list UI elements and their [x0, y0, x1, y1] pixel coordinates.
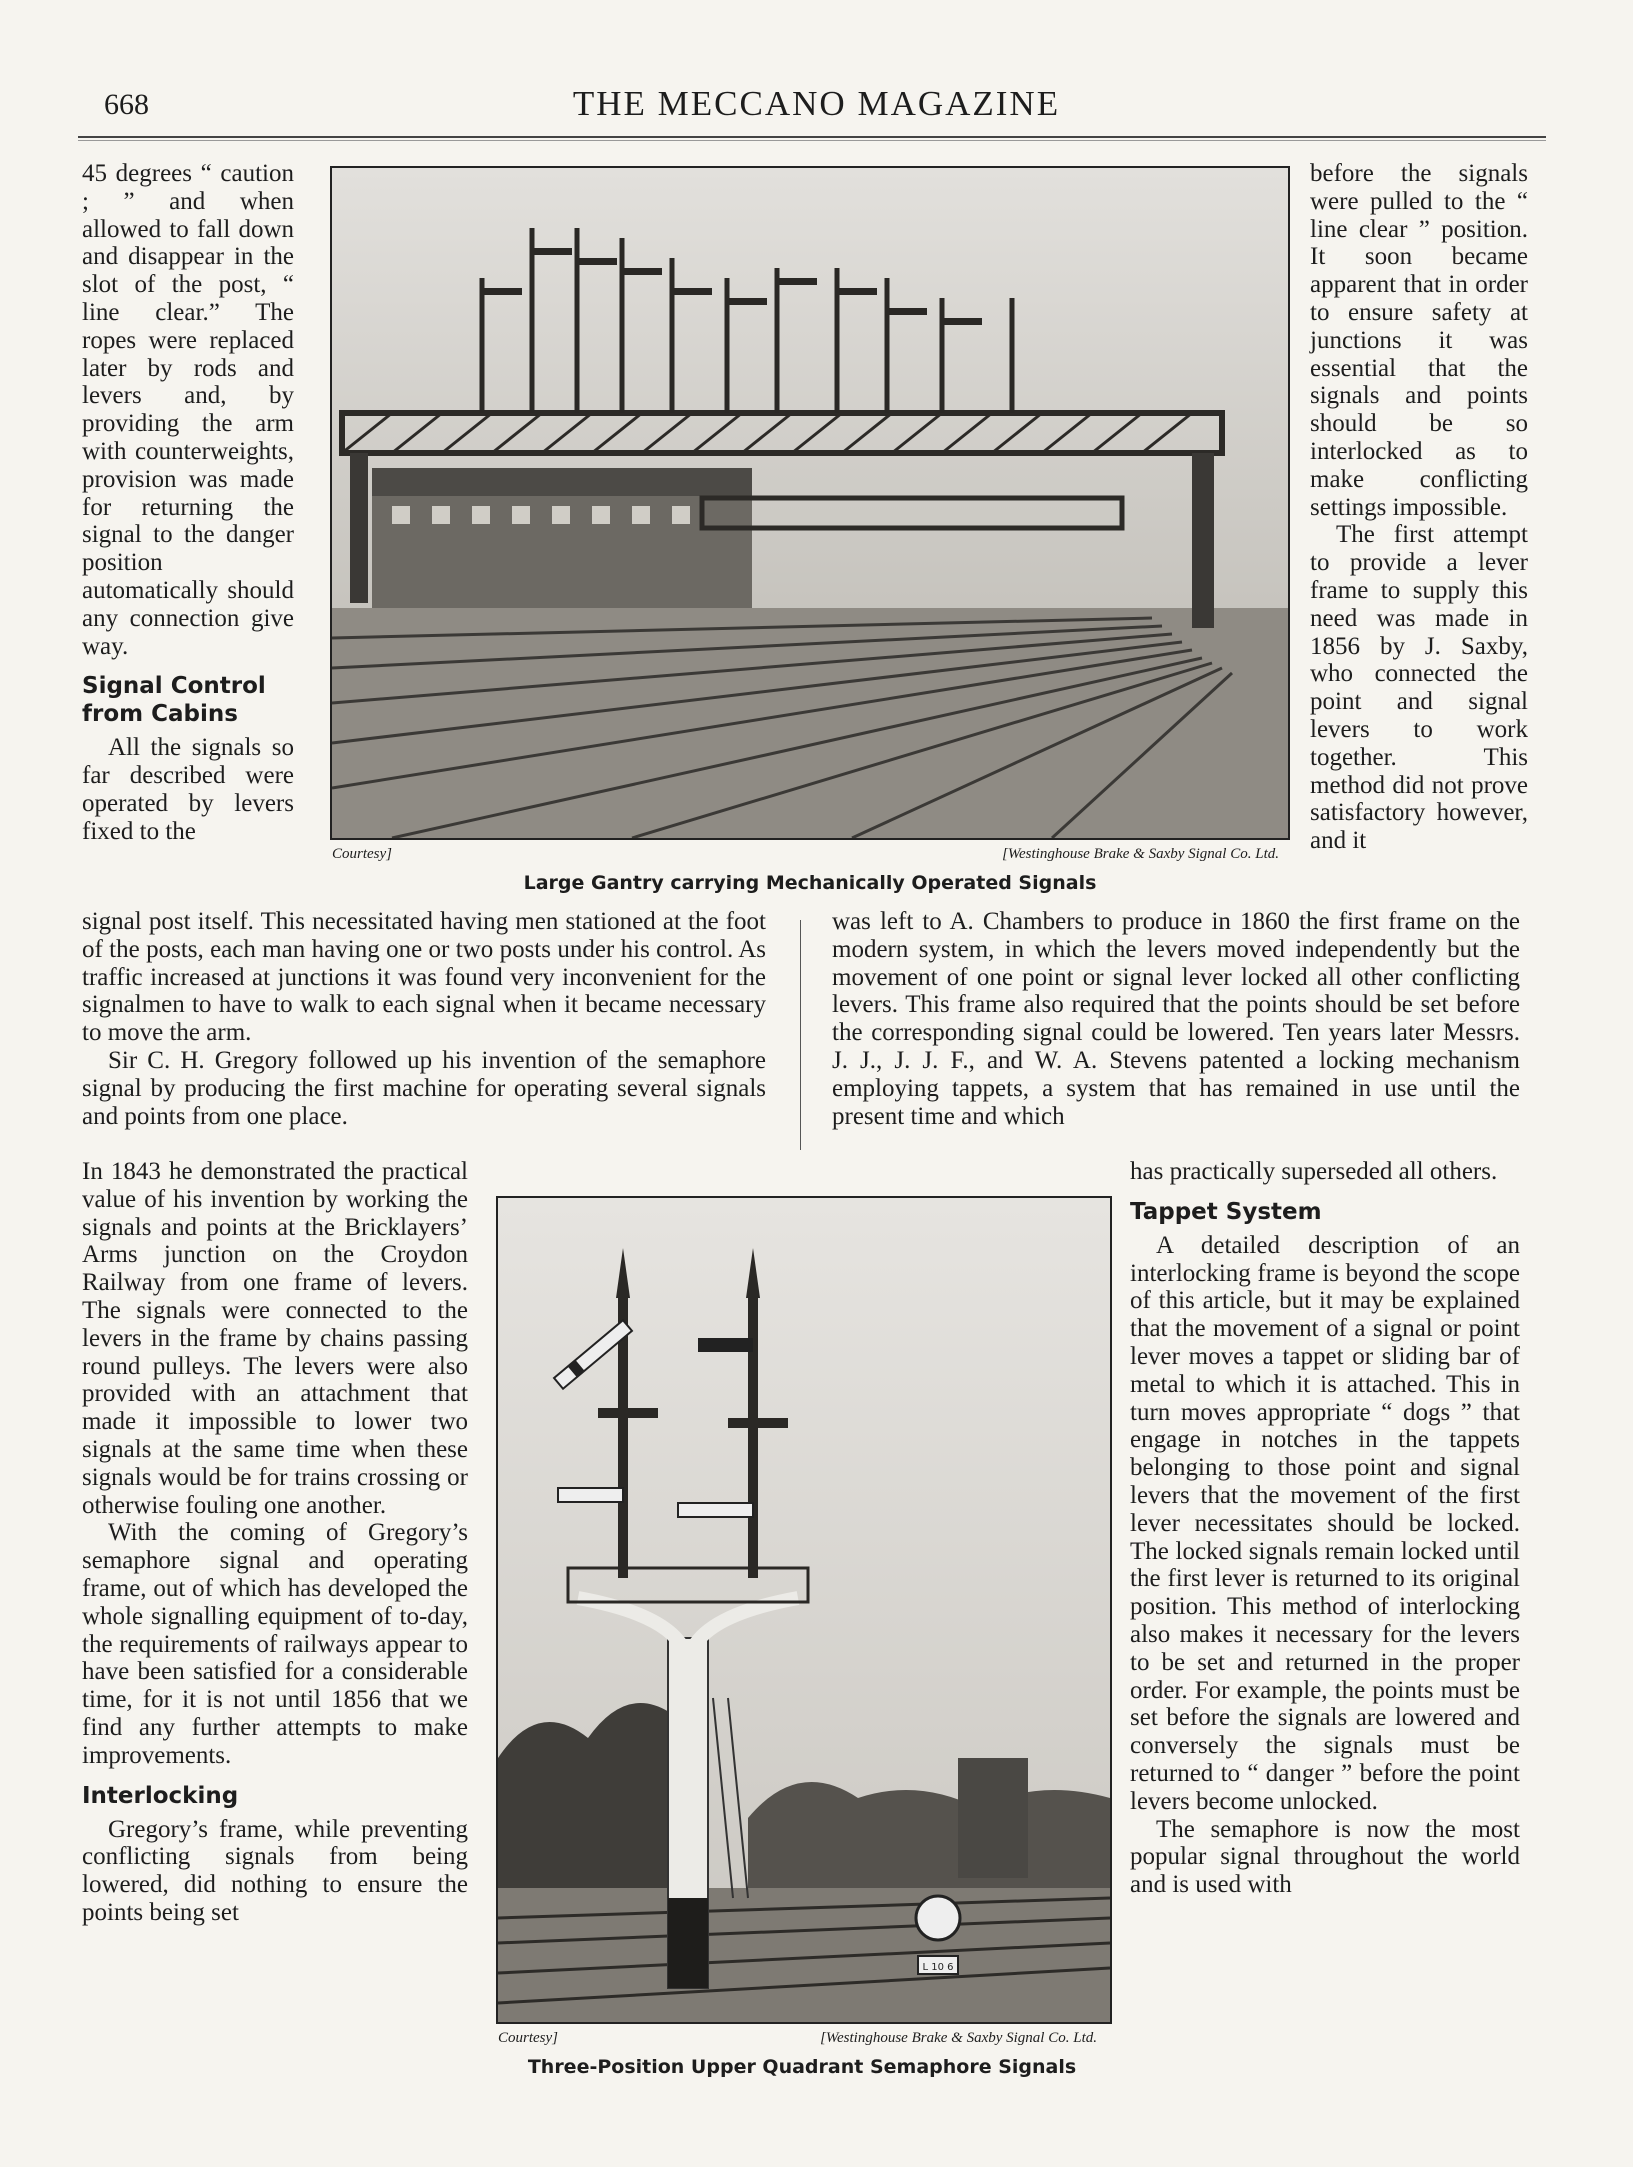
- photo-courtesy: Courtesy]: [332, 846, 392, 862]
- article-paragraph: The semaphore is now the most popular signal throughout the world and is used with: [1130, 1815, 1520, 1899]
- left-column-bottom: [82, 1158, 468, 1927]
- header-rule: [78, 136, 1546, 141]
- article-paragraph: All the signals so far described were operated by levers fixed to the: [82, 734, 294, 845]
- figure-caption: Large Gantry carrying Mechanically Operated Signals: [523, 872, 1097, 894]
- article-paragraph: A detailed description of an interlocking frame is beyond the scope of this article, but it may be explained that the movement of a signal or point lever moves a tappet or sliding bar of metal to which it is attached. This in turn moves appropriate “ dogs ” that engage in notches in the tappets belonging to those point and signal levers that the movement of the first lever necessitates should be locked. The locked signals remain locked until the first lever is returned to its original position. This method of interlocking also makes it necessary for the levers to be set and returned in the proper order. For example, the points must be set before the signals are lowered and conversely the signals must be returned to “ danger ” before the point levers become unlocked.: [1130, 1231, 1520, 1815]
- article-paragraph: With the coming of Gregory’s semaphore signal and operating frame, out of which has developed the whole signalling equipment of to-day, the requirements of railways appear to have been satisfied for a considerable time, for it is not until 1856 that we find any further attempts to make improvements.: [82, 1519, 468, 1769]
- section-heading-signal-control: Signal Control from Cabins: [82, 673, 266, 728]
- left-column-top: [82, 160, 294, 846]
- right-column-bottom: [1130, 1158, 1520, 1899]
- column-divider: [800, 920, 801, 1150]
- left-wide-column: [82, 908, 766, 1130]
- page-number: 668: [104, 88, 149, 121]
- article-paragraph: has practically superseded all others.: [1130, 1158, 1498, 1185]
- gantry-signals-photo: [330, 166, 1290, 840]
- right-column-top: [1310, 160, 1528, 855]
- article-paragraph: The first attempt to provide a lever frame to supply this need was made in 1856 by J. Saxby, who connected the point and signal levers to work together. This method did not prove satisfactory however, and it: [1310, 521, 1528, 855]
- photo-courtesy: Courtesy]: [498, 2030, 558, 2046]
- ground-sign-label: L 10 6: [922, 1962, 954, 1973]
- article-paragraph: Gregory’s frame, while preventing conflicting signals from being lowered, did nothing to ensure the points being set: [82, 1815, 468, 1926]
- photo-credit: [Westinghouse Brake & Saxby Signal Co. Ltd.: [1002, 846, 1279, 862]
- semaphore-photo-illustration: [498, 1198, 1110, 2022]
- photo-credit: [Westinghouse Brake & Saxby Signal Co. Ltd.: [820, 2030, 1097, 2046]
- article-paragraph: In 1843 he demonstrated the practical value of his invention by working the signals and points at the Bricklayers’ Arms junction on the Croydon Railway from one frame of levers. The signals were connected to the levers in the frame by chains passing round pulleys. The levers were also provided with an attachment that made it impossible to lower two signals at the same time when these signals would be for trains crossing or otherwise fouling one another.: [82, 1158, 468, 1519]
- section-heading-interlocking: Interlocking: [82, 1782, 239, 1809]
- semaphore-signals-photo: [496, 1196, 1112, 2024]
- article-paragraph: signal post itself. This necessitated having men stationed at the foot of the posts, each man having one or two posts under his control. As traffic increased at junctions it was found very inconvenient for the signalmen to have to walk to each signal when it became necessary to move the arm.: [82, 908, 766, 1047]
- gantry-photo-illustration: [332, 168, 1288, 838]
- article-paragraph: 45 degrees “ caution ; ” and when allowed to fall down and disappear in the slot of the post, “ line clear.” The ropes were replaced later by rods and levers and, by providing the arm with counterweights, provision was made for returning the signal to the danger position automatically should any connection give way.: [82, 160, 294, 660]
- article-paragraph: before the signals were pulled to the “ line clear ” position. It soon became apparent that in order to ensure safety at junctions it was essential that the signals and points should be so interlocked as to make conflicting settings impossible.: [1310, 160, 1528, 521]
- right-wide-column: [832, 908, 1520, 1130]
- section-heading-tappet-system: Tappet System: [1130, 1198, 1322, 1225]
- magazine-title: THE MECCANO MAGAZINE: [572, 84, 1061, 123]
- figure-caption: Three-Position Upper Quadrant Semaphore Signals: [527, 2056, 1077, 2078]
- article-paragraph: was left to A. Chambers to produce in 1860 the first frame on the modern system, in which the levers moved independently but the movement of one point or signal lever locked all other conflicting levers. This frame also required that the points should be set before the corresponding signal could be lowered. Ten years later Messrs. J. J., J. J. F., and W. A. Stevens patented a locking mechanism employing tappets, a system that has remained in use until the present time and which: [832, 908, 1520, 1130]
- article-paragraph: Sir C. H. Gregory followed up his invention of the semaphore signal by producing the first machine for operating several signals and points from one place.: [82, 1046, 766, 1130]
